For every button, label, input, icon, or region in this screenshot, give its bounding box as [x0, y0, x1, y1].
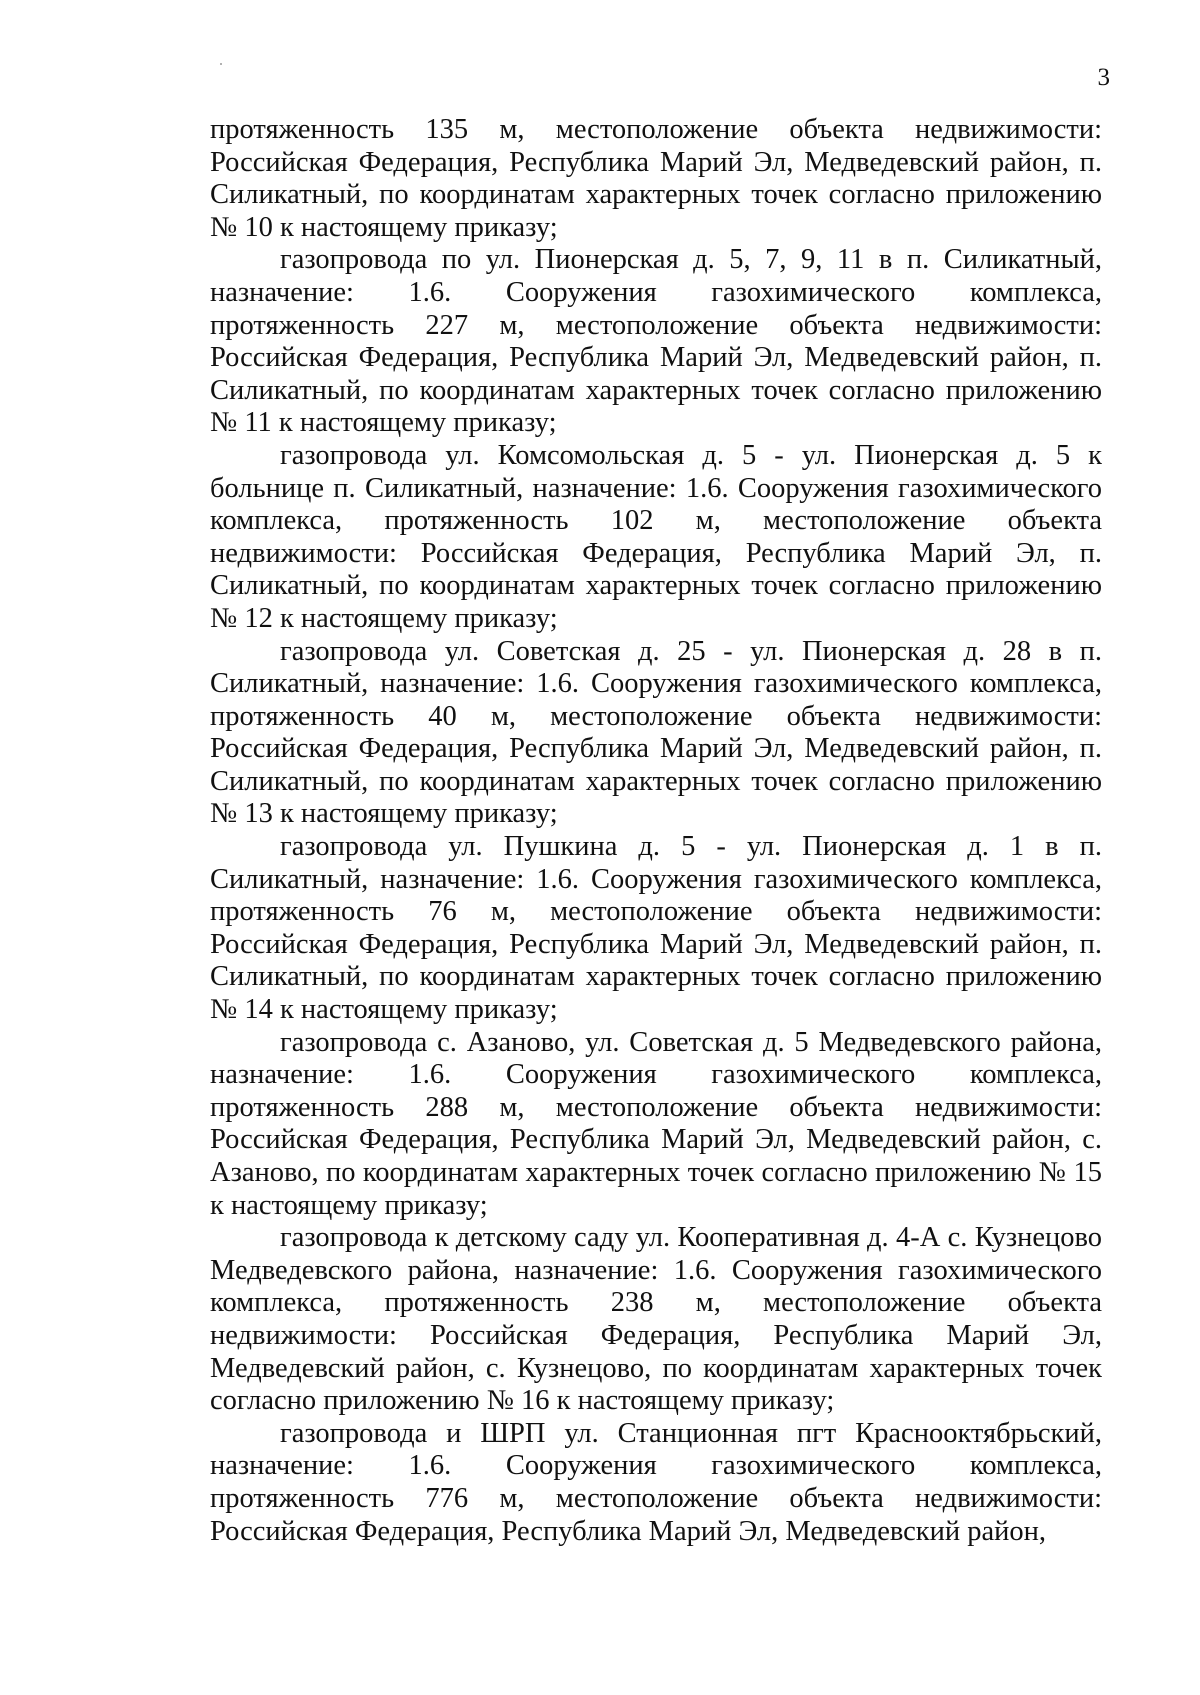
scan-speck [220, 63, 222, 65]
paragraph-appendix-11: газопровода по ул. Пионерская д. 5, 7, 9, 11 в п. Силикатный, назначение: 1.6. Сооружения газохимического комплекса, протяженность 227 м, местоположение объекта недвижимости: Российская Федерация, Республика Марий Эл, Медведевский район, п. Силикатный, по координатам характерных точек согласно приложению № 11 к настоящему приказу; [210, 244, 1102, 439]
paragraph-appendix-15: газопровода с. Азаново, ул. Советская д. 5 Медведевского района, назначение: 1.6. Сооружения газохимического комплекса, протяженность 288 м, местоположение объекта недвижимости: Российская Федерация, Республика Марий Эл, Медведевский район, с. Азаново, по координатам характерных точек согласно приложению № 15 к настоящему приказу; [210, 1026, 1102, 1221]
paragraph-appendix-13: газопровода ул. Советская д. 25 - ул. Пионерская д. 28 в п. Силикатный, назначение: 1.6. Сооружения газохимического комплекса, протяженность 40 м, местоположение объекта недвижимости: Российская Федерация, Республика Марий Эл, Медведевский район, п. Силикатный, по координатам характерных точек согласно приложению № 13 к настоящему приказу; [210, 635, 1102, 830]
paragraph-appendix-16: газопровода к детскому саду ул. Кооперативная д. 4-А с. Кузнецово Медведевского района, назначение: 1.6. Сооружения газохимического комплекса, протяженность 238 м, местоположение объекта недвижимости: Российская Федерация, Республика Марий Эл, Медведевский район, с. Кузнецово, по координатам характерных точек согласно приложению № 16 к настоящему приказу; [210, 1222, 1102, 1417]
paragraph-krasnooktyabrsky: газопровода и ШРП ул. Станционная пгт Краснооктябрьский, назначение: 1.6. Сооружения газохимического комплекса, протяженность 776 м, местоположение объекта недвижимости: Российская Федерация, Республика Марий Эл, Медведевский район, [210, 1417, 1102, 1547]
document-body [210, 114, 1102, 1548]
page-number: 3 [1097, 64, 1110, 91]
paragraph-appendix-14: газопровода ул. Пушкина д. 5 - ул. Пионерская д. 1 в п. Силикатный, назначение: 1.6. Сооружения газохимического комплекса, протяженность 76 м, местоположение объекта недвижимости: Российская Федерация, Республика Марий Эл, Медведевский район, п. Силикатный, по координатам характерных точек согласно приложению № 14 к настоящему приказу; [210, 831, 1102, 1026]
paragraph-appendix-10: протяженность 135 м, местоположение объекта недвижимости: Российская Федерация, Республика Марий Эл, Медведевский район, п. Силикатный, по координатам характерных точек согласно приложению № 10 к настоящему приказу; [210, 114, 1102, 243]
paragraph-appendix-12: газопровода ул. Комсомольская д. 5 - ул. Пионерская д. 5 к больнице п. Силикатный, назначение: 1.6. Сооружения газохимического комплекса, протяженность 102 м, местоположение объекта недвижимости: Российская Федерация, Республика Марий Эл, п. Силикатный, по координатам характерных точек согласно приложению № 12 к настоящему приказу; [210, 439, 1102, 634]
